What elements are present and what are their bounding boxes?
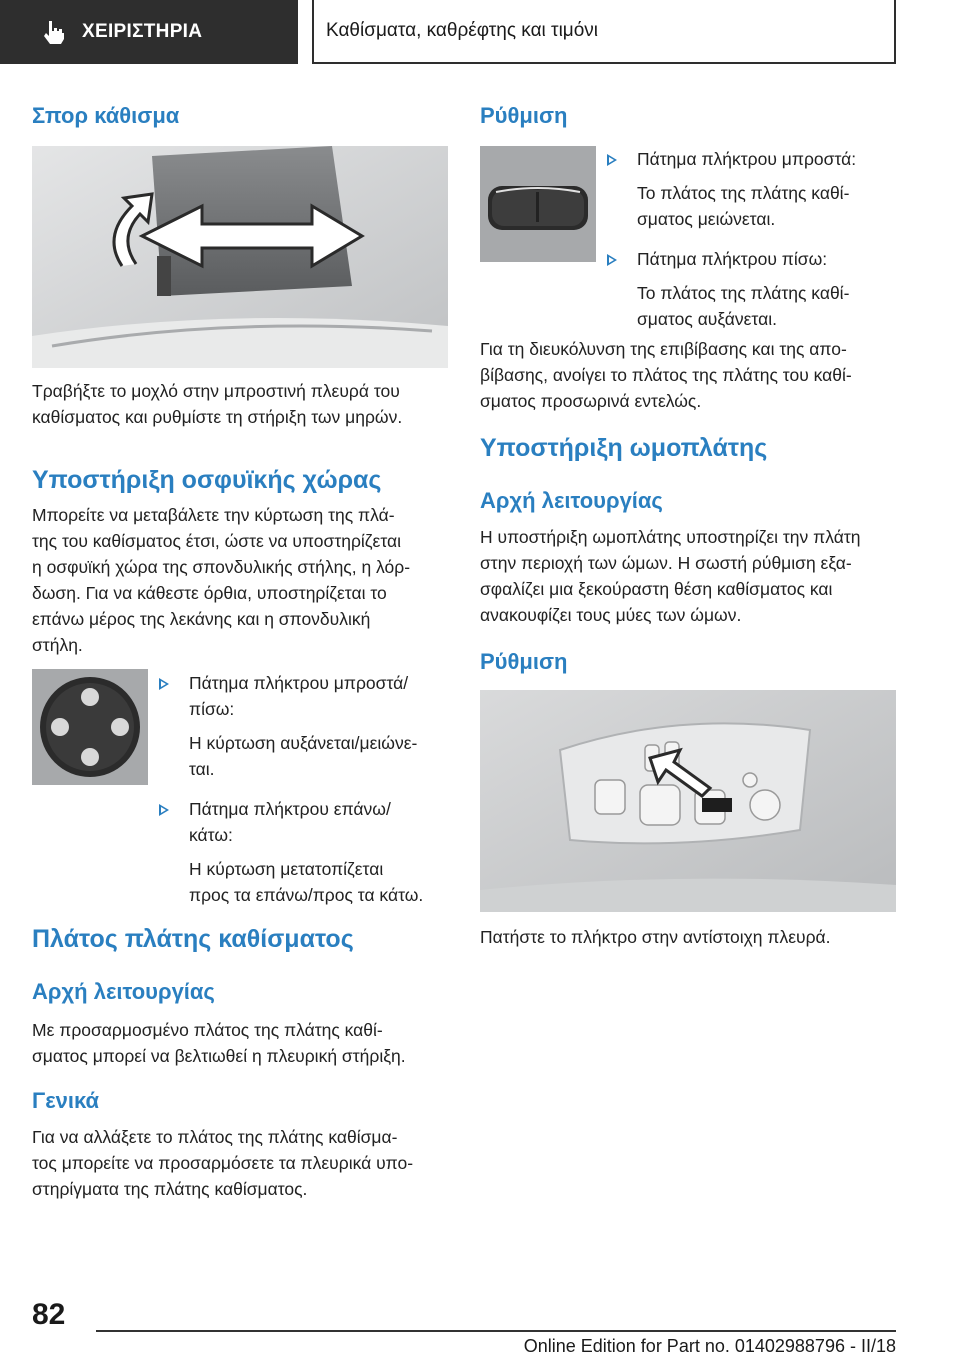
bullet-result — [155, 856, 455, 908]
result-line: σματος μειώνεται. — [637, 209, 776, 229]
bullet-action: Πάτημα πλήκτρου επάνω/ — [189, 799, 391, 819]
text-line: βίβασης, ανοίγει το πλάτος της πλάτης του καθί- — [480, 365, 852, 385]
result-line: σματος αυξάνεται. — [637, 309, 777, 329]
text-line: καθίσματος και ρυθμίστε τη στήριξη των μηρών. — [32, 407, 403, 427]
text-line: σφαλίζει μια ξεκούραστη θέση καθίσματος και — [480, 579, 833, 599]
text-line: σματος προσωρινά εντελώς. — [480, 391, 702, 411]
footer-divider — [96, 1330, 896, 1332]
text-line: επάνω μέρος της λεκάνης και η σπονδυλική — [32, 609, 371, 629]
section-tab — [0, 0, 298, 64]
adjust-heading: Ρύθμιση — [480, 103, 568, 128]
lumbar-support-heading: Υποστήριξη οσφυϊκής χώρας — [32, 466, 382, 494]
sport-seat-photo — [32, 146, 448, 368]
shoulder-support-heading: Υποστήριξη ωμοπλάτης — [480, 434, 768, 462]
shoulder-adjust-heading: Ρύθμιση — [480, 649, 568, 674]
result-line: ται. — [189, 759, 215, 779]
text-line: Για τη διευκόλυνση της επιβίβασης και της απο- — [480, 339, 847, 359]
result-line: Η κύρτωση αυξάνεται/μειώνε- — [189, 733, 418, 753]
sport-seat-heading: Σπορ κάθισμα — [32, 103, 180, 128]
bullet-item — [155, 796, 455, 848]
footer-edition: Online Edition for Part no. 01402988796 - II/18 — [523, 1336, 896, 1356]
seat-controls-photo — [480, 690, 896, 912]
bullet-item — [603, 146, 903, 172]
shoulder-adjust-text — [480, 924, 831, 950]
sport-seat-text — [32, 378, 402, 430]
chapter-label: Καθίσματα, καθρέφτης και τιμόνι — [326, 20, 599, 41]
triangle-bullet-icon — [159, 678, 169, 690]
lumbar-support-text — [32, 502, 410, 658]
text-line: στην περιοχή των ώμων. Η σωστή ρύθμιση εξα- — [480, 553, 852, 573]
triangle-bullet-icon — [607, 154, 617, 166]
lumbar-bullet-list — [155, 670, 455, 922]
bullet-action: κάτω: — [189, 825, 233, 845]
text-line: Για να αλλάξετε το πλάτος της πλάτης καθίσμα- — [32, 1127, 398, 1147]
text-line: στήλη. — [32, 635, 83, 655]
width-button-photo — [480, 146, 596, 262]
bullet-item — [155, 670, 455, 722]
bullet-action: Πάτημα πλήκτρου μπροστά: — [637, 149, 857, 169]
adjust-text — [480, 336, 852, 414]
text-line: ανακουφίζει τους μύες των ώμων. — [480, 605, 742, 625]
hand-pointer-icon — [40, 18, 68, 46]
text-line: Τραβήξτε το μοχλό στην μπροστινή πλευρά του — [32, 381, 400, 401]
lumbar-button-photo — [32, 669, 148, 785]
bullet-action: Πάτημα πλήκτρου πίσω: — [637, 249, 828, 269]
principle-text — [32, 1017, 406, 1069]
result-line: Το πλάτος της πλάτης καθί- — [637, 283, 850, 303]
bullet-action: πίσω: — [189, 699, 235, 719]
result-line: προς τα επάνω/προς τα κάτω. — [189, 885, 424, 905]
bullet-result — [155, 730, 455, 782]
principle-heading: Αρχή λειτουργίας — [32, 979, 215, 1004]
text-line: η οσφυϊκή χώρα της σπονδυλικής στήλης, η λόρ- — [32, 557, 411, 577]
result-line: Η κύρτωση μετατοπίζεται — [189, 859, 384, 879]
section-label: ΧΕΙΡΙΣΤΗΡΙΑ — [82, 21, 203, 42]
text-line: Μπορείτε να μεταβάλετε την κύρτωση της πλά- — [32, 505, 395, 525]
text-line: της του καθίσματος έτσι, ώστε να υποστηρίζεται — [32, 531, 401, 551]
text-line: Πατήστε το πλήκτρο στην αντίστοιχη πλευρά. — [480, 927, 831, 947]
text-line: σματος μπορεί να βελτιωθεί η πλευρική στήριξη. — [32, 1046, 406, 1066]
general-heading: Γενικά — [32, 1088, 100, 1113]
shoulder-principle-heading: Αρχή λειτουργίας — [480, 488, 663, 513]
text-line: Η υποστήριξη ωμοπλάτης υποστηρίζει την πλάτη — [480, 527, 861, 547]
text-line: Με προσαρμοσμένο πλάτος της πλάτης καθί- — [32, 1020, 383, 1040]
bullet-item — [603, 246, 903, 272]
text-line: τος μπορείτε να προσαρμόσετε τα πλευρικά υπο- — [32, 1153, 414, 1173]
triangle-bullet-icon — [159, 804, 169, 816]
backrest-width-heading: Πλάτος πλάτης καθίσματος — [32, 925, 354, 953]
result-line: Το πλάτος της πλάτης καθί- — [637, 183, 850, 203]
text-line: στηρίγματα της πλάτης καθίσματος. — [32, 1179, 308, 1199]
general-text — [32, 1124, 413, 1202]
shoulder-support-text — [480, 524, 860, 628]
triangle-bullet-icon — [607, 254, 617, 266]
adjust-bullet-list — [603, 146, 903, 346]
bullet-result — [603, 180, 903, 232]
page-number: 82 — [32, 1298, 66, 1331]
page-header — [0, 0, 960, 66]
chapter-tab — [312, 0, 896, 64]
bullet-result — [603, 280, 903, 332]
bullet-action: Πάτημα πλήκτρου μπροστά/ — [189, 673, 409, 693]
text-line: δωση. Για να κάθεστε όρθια, υποστηρίζεται το — [32, 583, 387, 603]
